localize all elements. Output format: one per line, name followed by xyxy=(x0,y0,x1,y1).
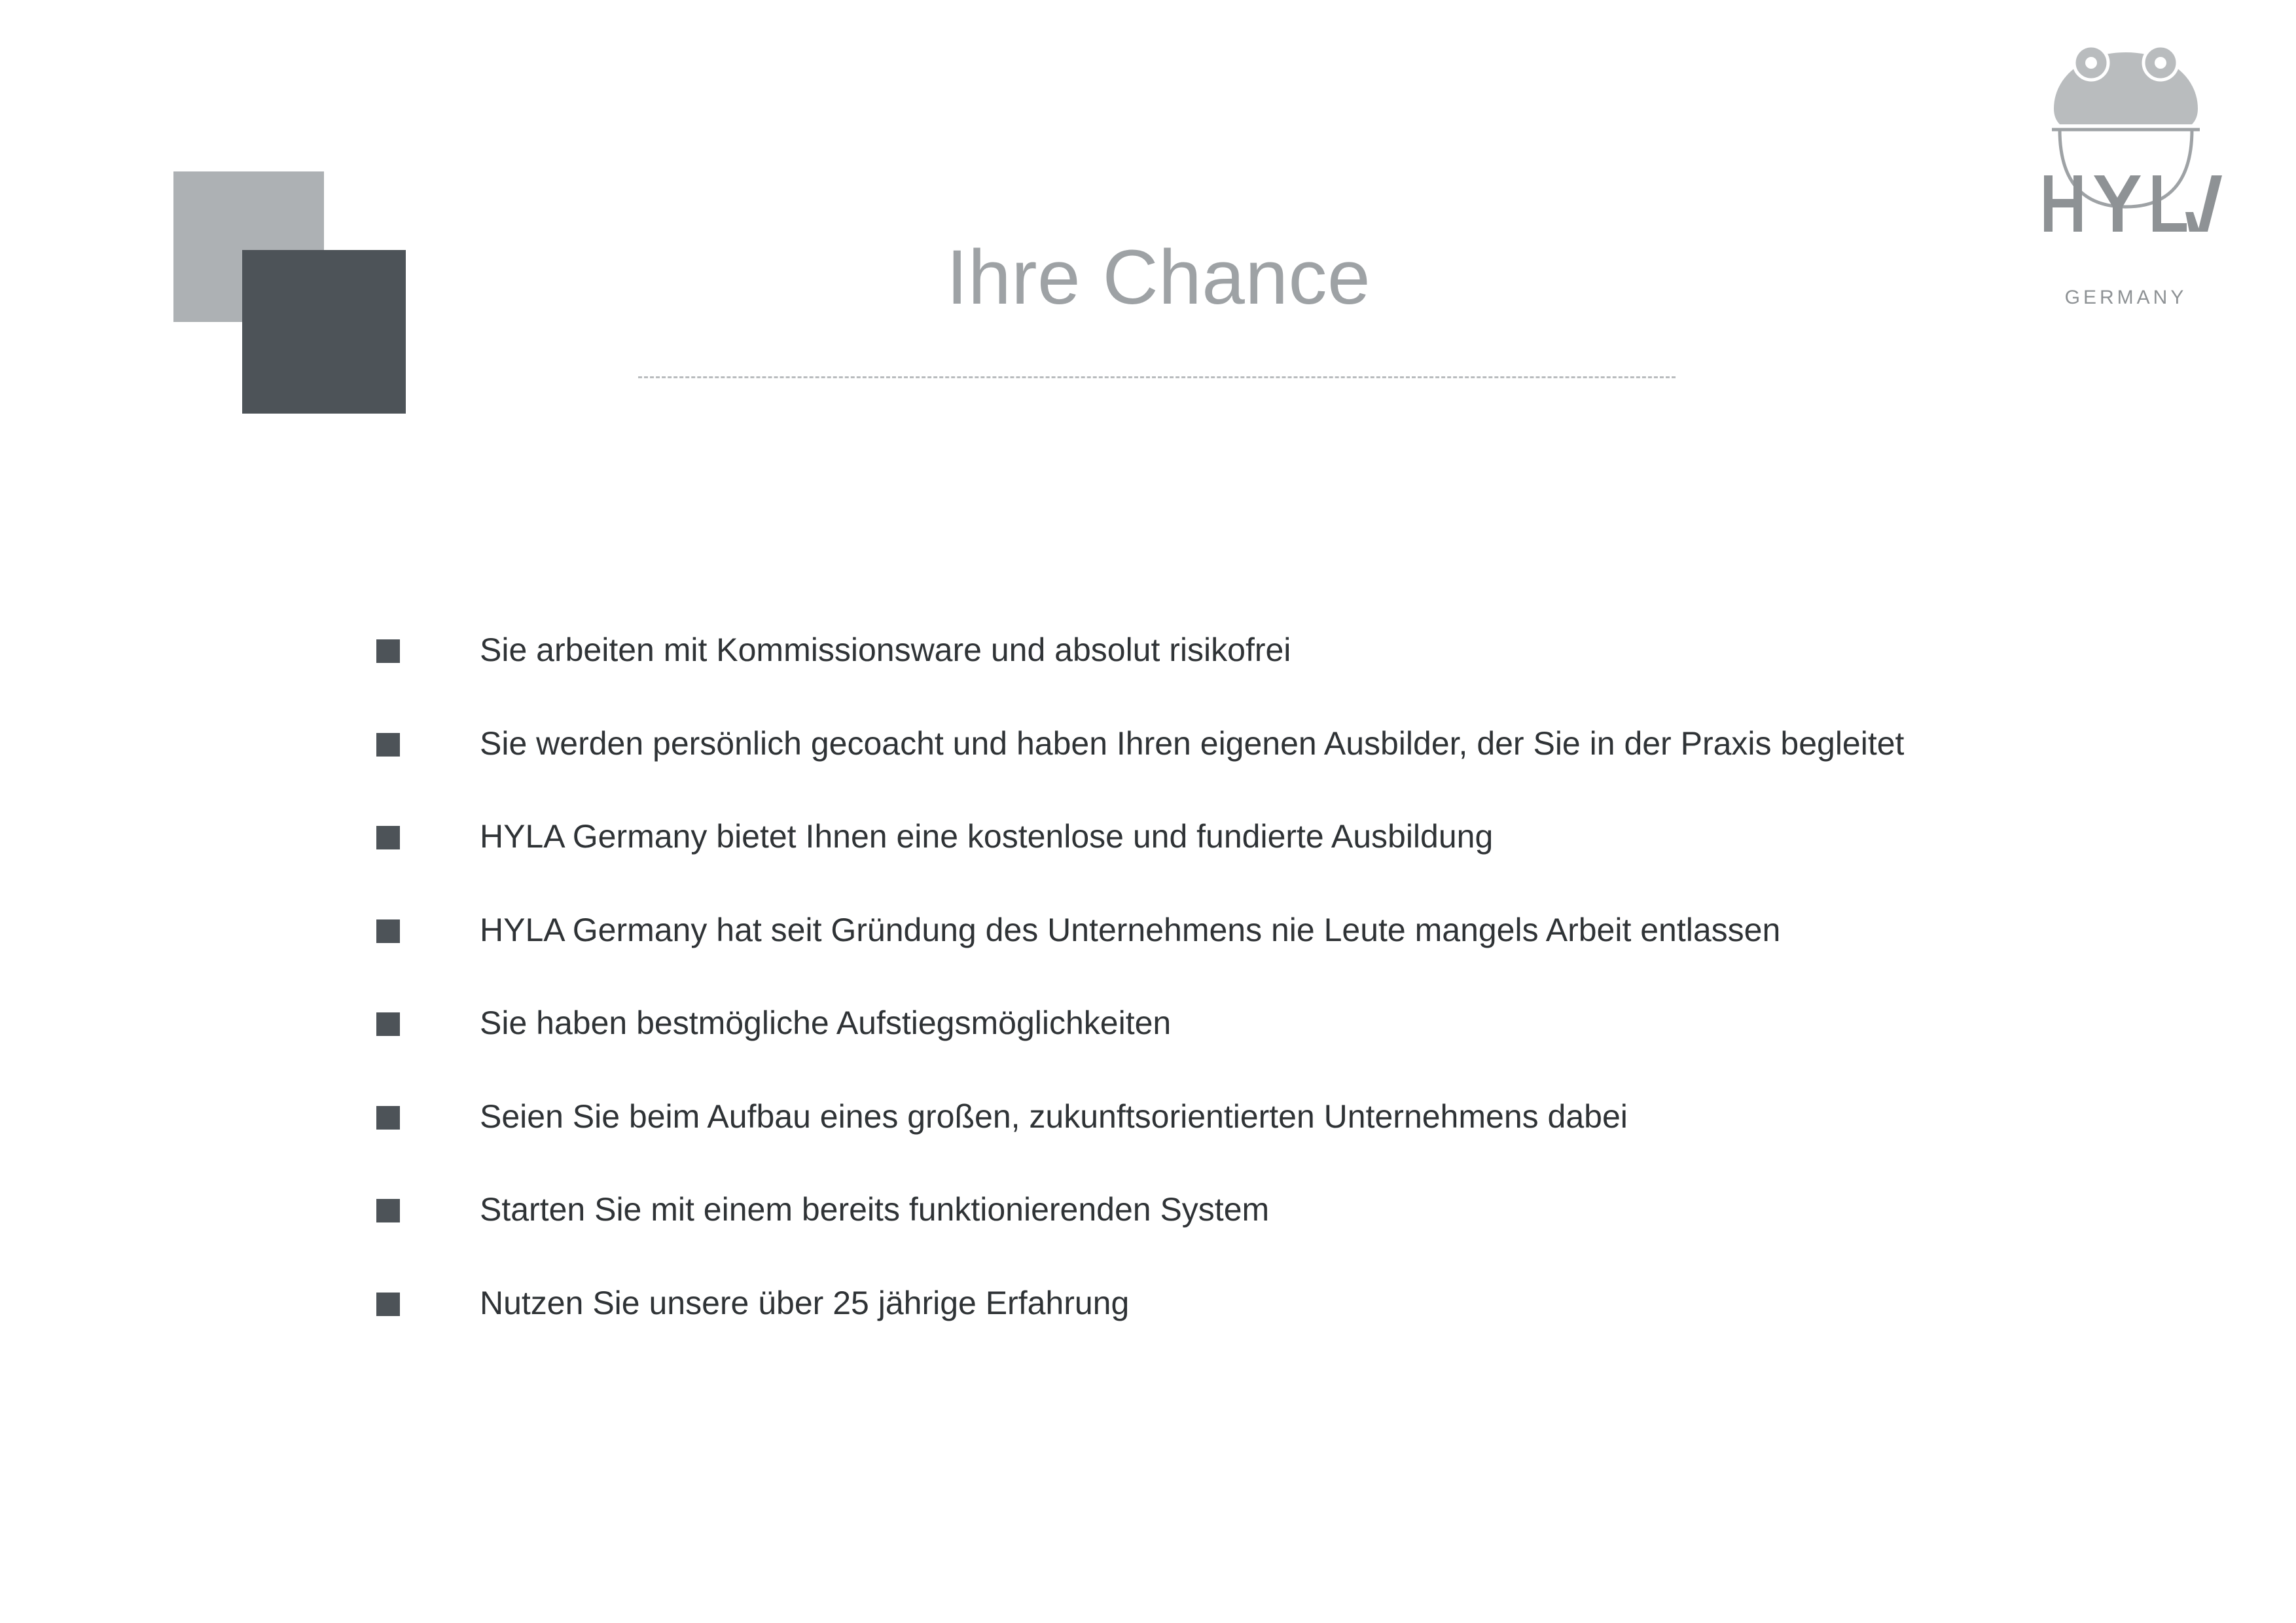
list-item-text: HYLA Germany bietet Ihnen eine kostenlose und fundierte Ausbildung xyxy=(480,818,1494,855)
bullet-square-icon xyxy=(376,826,400,849)
list-item-text: Sie arbeiten mit Kommissionsware und absolut risikofrei xyxy=(480,632,1291,668)
bullet-square-icon xyxy=(376,1293,400,1316)
list-item xyxy=(376,1005,2078,1043)
list-item xyxy=(376,1285,2078,1323)
list-item-text: Sie haben bestmögliche Aufstiegsmöglichkeiten xyxy=(480,1005,1172,1041)
logo-subtitle: GERMANY xyxy=(2064,287,2187,308)
bullet-square-icon xyxy=(376,1012,400,1036)
page-title: Ihre Chance xyxy=(946,234,1371,321)
list-item-text: Seien Sie beim Aufbau eines großen, zukunftsorientierten Unternehmens dabei xyxy=(480,1097,1628,1135)
bullet-square-icon xyxy=(376,1106,400,1130)
list-item-text: Starten Sie mit einem bereits funktionierenden System xyxy=(480,1191,1270,1228)
bullet-square-icon xyxy=(376,919,400,943)
decorative-square-dark xyxy=(242,250,406,414)
list-item-text: Sie werden persönlich gecoacht und haben Ihren eigenen Ausbilder, der Sie in der Praxis begleitet xyxy=(480,724,1905,762)
list-item xyxy=(376,632,2078,669)
bullet-list xyxy=(376,632,2078,1322)
bullet-square-icon xyxy=(376,733,400,757)
list-item-text: HYLA Germany hat seit Gründung des Unternehmens nie Leute mangels Arbeit entlassen xyxy=(480,911,1781,948)
list-item xyxy=(376,725,2078,763)
bullet-square-icon xyxy=(376,639,400,663)
list-item xyxy=(376,1191,2078,1229)
list-item xyxy=(376,1098,2078,1136)
bullet-square-icon xyxy=(376,1199,400,1222)
list-item xyxy=(376,818,2078,856)
title-divider xyxy=(638,376,1676,378)
list-item xyxy=(376,912,2078,950)
hyla-logo xyxy=(2018,31,2234,308)
list-item-text: Nutzen Sie unsere über 25 jährige Erfahrung xyxy=(480,1284,1130,1321)
